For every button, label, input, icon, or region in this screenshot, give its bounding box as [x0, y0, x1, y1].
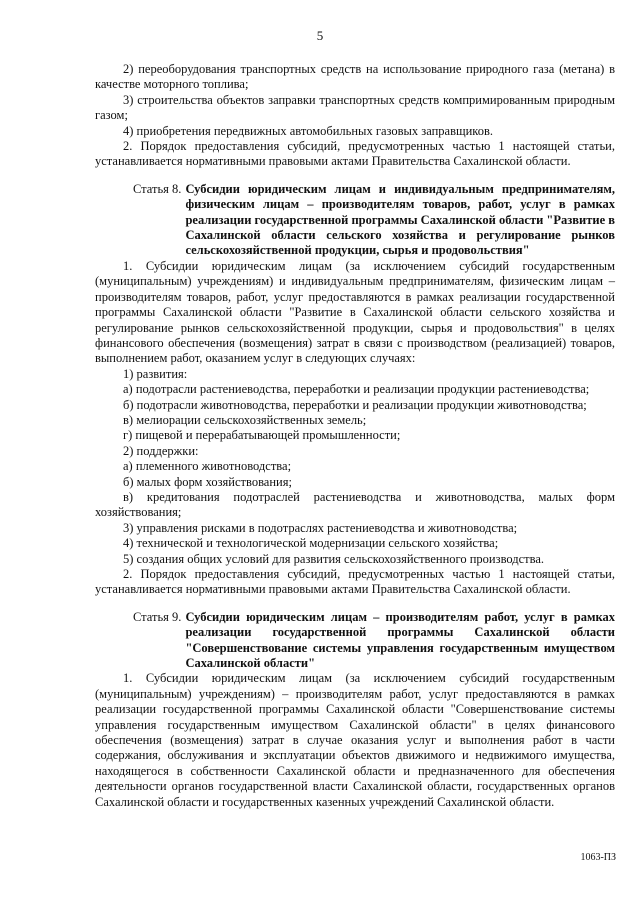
article-9-lead: Статья 9.: [133, 609, 182, 624]
list-item: 1) развития:: [123, 366, 188, 381]
list-item: а) племенного животноводства;: [123, 459, 292, 474]
article-9-heading: [95, 610, 615, 672]
paragraph: 2. Порядок предоставления субсидий, предусмотренных частью 1 настоящей статьи, устанавливается нормативными правовыми актами Правительства Сахалинской области.: [95, 139, 615, 169]
article-9-paragraph-1: 1. Субсидии юридическим лицам (за исключением субсидий государственным (муниципальным) учреждениям) – производителям работ, услуг предоставляются в рамках реализации государственной программы Сахалинской области "Совершенствование системы управления государственным имуществом Сахалинской области" в целях финансового обеспечения (возмещения) затрат в случае оказания услуг и выполнения работ в части содержания, обслуживания и эксплуатации объектов движимого и недвижимого имущества, находящегося в собственности Сахалинской области и предназначенного для обеспечения деятельности органов государственной власти Сахалинской области, государственных органов Сахалинской области и государственных казенных учреждений Сахалинской области.: [95, 671, 615, 809]
list-item: в) мелиорации сельскохозяйственных земель;: [123, 412, 367, 427]
page-number: 5: [316, 28, 324, 43]
article-8-lead: Статья 8.: [133, 181, 182, 196]
list-item: г) пищевой и перерабатывающей промышленности;: [123, 428, 401, 443]
paragraph: 2) переоборудования транспортных средств на использование природного газа (метана) в качестве моторного топлива;: [95, 62, 615, 92]
list-item: 4) технической и технологической модернизации сельского хозяйства;: [123, 536, 499, 551]
list-item: 5) создания общих условий для развития сельскохозяйственного производства.: [123, 551, 545, 566]
document-code: 1063-ПЗ: [580, 852, 616, 863]
article-8-title: Субсидии юридическим лицам и индивидуальным предпринимателям, физическим лицам – производителям товаров, работ, услуг в рамках реализации государственной программы Сахалинской области "Развитие в Сахалинской области сельского хозяйства и регулирование рынков сельскохозяйственной продукции, сырья и продовольствия": [185, 181, 616, 258]
list-item: 2) поддержки:: [123, 443, 199, 458]
document-body: [95, 62, 615, 810]
list-item: в) кредитования подотраслей растениеводства и животноводства, малых форм хозяйствования;: [95, 489, 615, 520]
paragraph: 4) приобретения передвижных автомобильных газовых заправщиков.: [123, 123, 494, 138]
list-item: б) малых форм хозяйствования;: [123, 474, 292, 489]
list-item: б) подотрасли животноводства, переработки и реализации продукции животноводства;: [123, 397, 587, 412]
article-8-heading: [95, 182, 615, 259]
article-8-paragraph-1: 1. Субсидии юридическим лицам (за исключением субсидий государственным (муниципальным) учреждениям) и индивидуальным предпринимателям, физическим лицам – производителям товаров, работ, услуг предоставляются в рамках реализации государственной программы Сахалинской области "Развитие в Сахалинской области сельского хозяйства и регулирование рынков сельскохозяйственной продукции, сырья и продовольствия" в целях финансового обеспечения (возмещения) затрат в связи с производством (реализацией) товаров, выполнением работ, оказанием услуг в следующих случаях:: [95, 258, 615, 366]
list-item: 3) управления рисками в подотраслях растениеводства и животноводства;: [123, 520, 518, 535]
paragraph: 3) строительства объектов заправки транспортных средств компримированным природным газом;: [95, 92, 615, 123]
article-8-paragraph-2: 2. Порядок предоставления субсидий, предусмотренных частью 1 настоящей статьи, устанавливается нормативными правовыми актами Правительства Сахалинской области.: [95, 567, 615, 597]
list-item: а) подотрасли растениеводства, переработки и реализации продукции растениеводства;: [123, 382, 590, 397]
article-9-title: Субсидии юридическим лицам – производителям работ, услуг в рамках реализации государственной программы Сахалинской области "Совершенствование системы управления государственным имуществом Сахалинской области": [185, 609, 615, 671]
